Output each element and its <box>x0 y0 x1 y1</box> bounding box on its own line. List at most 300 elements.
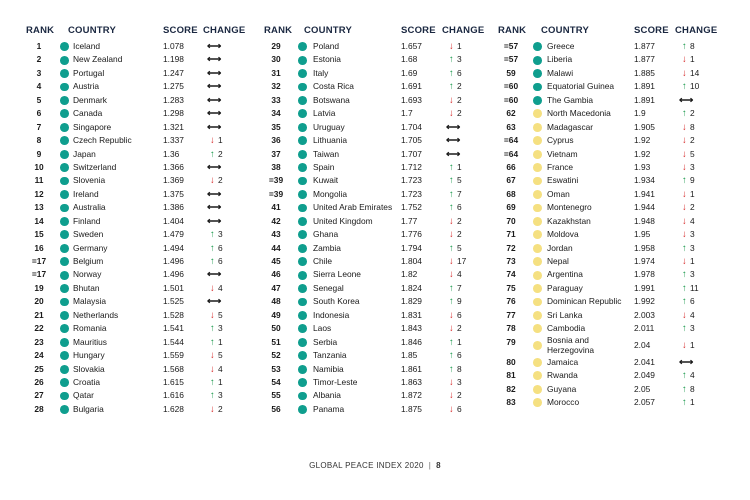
table-row <box>26 201 246 214</box>
country-cell: Portugal <box>73 67 105 78</box>
rank-cell: 34 <box>271 108 281 119</box>
table-row <box>26 268 246 281</box>
rank-cell: 74 <box>506 269 516 280</box>
change-value: 1 <box>690 339 695 350</box>
score-cell: 2.05 <box>634 383 651 394</box>
table-row <box>262 282 484 295</box>
peace-level-dot-icon <box>60 83 69 92</box>
no-change-arrow-icon: ⟷ <box>207 202 222 214</box>
score-cell: 1.958 <box>634 242 655 253</box>
peace-level-dot-icon <box>533 371 542 380</box>
no-change-arrow-icon: ⟷ <box>207 269 222 281</box>
rank-cell: 48 <box>271 296 281 307</box>
country-cell: Belgium <box>73 256 104 266</box>
rank-cell: 6 <box>36 108 42 119</box>
score-cell: 1.541 <box>163 323 184 334</box>
peace-level-dot-icon <box>533 83 542 92</box>
peace-level-dot-icon <box>60 284 69 293</box>
change-value: 1 <box>690 188 695 199</box>
country-cell: Singapore <box>73 121 112 132</box>
score-cell: 1.92 <box>634 135 651 146</box>
ranking-column-3 <box>498 22 723 409</box>
change-value: 4 <box>690 309 695 320</box>
country-cell: Hungary <box>73 350 105 361</box>
table-row <box>26 134 246 147</box>
country-cell: Rwanda <box>547 370 578 381</box>
page-number: 8 <box>436 461 441 470</box>
score-header: SCORE <box>634 25 669 36</box>
peace-level-dot-icon <box>298 271 307 280</box>
country-cell: Moldova <box>547 229 579 240</box>
change-value: 4 <box>690 215 695 226</box>
table-row <box>262 174 484 187</box>
score-cell: 1.723 <box>401 188 422 199</box>
table-row <box>262 188 484 201</box>
table-row <box>26 255 246 268</box>
peace-level-dot-icon <box>298 298 307 307</box>
peace-level-dot-icon <box>60 69 69 78</box>
down-arrow-icon: ↓ <box>682 188 687 200</box>
change-value: 8 <box>690 41 695 51</box>
rank-header: RANK <box>498 25 527 36</box>
score-cell: 1.991 <box>634 282 655 293</box>
up-arrow-icon: ↑ <box>449 67 454 79</box>
table-row <box>262 161 484 174</box>
score-cell: 1.628 <box>163 403 184 414</box>
down-arrow-icon: ↓ <box>210 309 215 321</box>
country-cell: Eswatini <box>547 175 579 186</box>
table-row <box>26 349 246 362</box>
no-change-arrow-icon: ⟷ <box>446 121 461 133</box>
change-value: 6 <box>457 67 462 78</box>
table-row <box>26 336 246 349</box>
change-value: 6 <box>457 403 462 414</box>
ranking-rows <box>498 40 723 409</box>
peace-level-dot-icon <box>533 204 542 213</box>
country-cell: Qatar <box>73 390 94 401</box>
table-row <box>498 161 723 174</box>
country-cell: Botswana <box>313 94 350 105</box>
score-cell: 1.877 <box>634 54 655 65</box>
table-row <box>262 336 484 349</box>
rank-cell: 26 <box>34 376 44 387</box>
peace-level-dot-icon <box>298 257 307 266</box>
score-cell: 1.829 <box>401 296 422 307</box>
table-row <box>498 356 723 369</box>
country-cell: Greece <box>547 41 575 51</box>
peace-level-dot-icon <box>60 257 69 266</box>
score-cell: 1.501 <box>163 282 184 293</box>
up-arrow-icon: ↑ <box>210 256 215 267</box>
score-cell: 1.82 <box>401 269 418 280</box>
country-cell: North Macedonia <box>547 108 611 119</box>
change-value: 6 <box>457 309 462 320</box>
down-arrow-icon: ↓ <box>210 403 215 415</box>
rank-cell: 42 <box>271 215 281 226</box>
no-change-arrow-icon: ⟷ <box>207 161 222 173</box>
table-row <box>498 215 723 228</box>
score-cell: 1.707 <box>401 148 422 159</box>
up-arrow-icon: ↑ <box>449 54 454 66</box>
no-change-arrow-icon: ⟷ <box>207 296 222 308</box>
score-cell: 2.003 <box>634 309 655 320</box>
table-row <box>498 107 723 120</box>
change-value: 3 <box>690 242 695 253</box>
rank-cell: 73 <box>506 256 516 266</box>
table-row <box>498 80 723 93</box>
change-value: 4 <box>690 370 695 381</box>
score-cell: 1.078 <box>163 41 184 51</box>
peace-level-dot-icon <box>60 177 69 186</box>
peace-level-dot-icon <box>533 298 542 307</box>
country-cell: Bosnia and Herzegovina <box>547 335 595 355</box>
rank-cell: =17 <box>31 269 47 280</box>
score-cell: 1.974 <box>634 256 655 266</box>
score-cell: 1.93 <box>634 161 651 172</box>
peace-level-dot-icon <box>60 392 69 401</box>
rank-cell: 1 <box>36 41 42 51</box>
rank-cell: =64 <box>503 148 519 159</box>
table-row <box>26 228 246 241</box>
table-row <box>26 322 246 335</box>
peace-level-dot-icon <box>298 96 307 105</box>
peace-level-dot-icon <box>60 311 69 320</box>
score-cell: 1.95 <box>634 229 651 240</box>
change-value: 8 <box>690 383 695 394</box>
score-cell: 1.496 <box>163 256 184 266</box>
country-cell: Uruguay <box>313 121 345 132</box>
down-arrow-icon: ↓ <box>449 256 454 267</box>
no-change-arrow-icon: ⟷ <box>207 67 222 79</box>
table-row <box>26 389 246 402</box>
up-arrow-icon: ↑ <box>449 350 454 362</box>
peace-level-dot-icon <box>60 190 69 199</box>
rank-cell: 78 <box>506 323 516 334</box>
table-row <box>498 201 723 214</box>
rank-cell: 9 <box>36 148 42 159</box>
peace-level-dot-icon <box>533 324 542 333</box>
rank-cell: 49 <box>271 309 281 320</box>
country-cell: Montenegro <box>547 202 592 213</box>
table-row <box>26 67 246 80</box>
table-row <box>498 53 723 66</box>
table-row <box>26 188 246 201</box>
country-cell: Italy <box>313 67 329 78</box>
country-cell: Sri Lanka <box>547 309 583 320</box>
rank-header: RANK <box>26 25 55 36</box>
up-arrow-icon: ↑ <box>682 41 687 52</box>
peace-level-dot-icon <box>533 177 542 186</box>
change-value: 6 <box>218 256 223 266</box>
change-value: 3 <box>690 229 695 240</box>
peace-level-dot-icon <box>60 378 69 387</box>
table-row <box>498 282 723 295</box>
table-row <box>26 80 246 93</box>
no-change-arrow-icon: ⟷ <box>207 54 222 66</box>
rank-cell: 37 <box>271 148 281 159</box>
score-cell: 1.616 <box>163 390 184 401</box>
table-row <box>262 53 484 66</box>
rank-cell: 62 <box>506 108 516 119</box>
table-row <box>26 282 246 295</box>
change-header: CHANGE <box>203 25 246 36</box>
change-value: 1 <box>690 396 695 407</box>
peace-level-dot-icon <box>533 42 542 51</box>
change-header: CHANGE <box>675 25 718 36</box>
table-row <box>26 403 246 416</box>
peace-level-dot-icon <box>298 69 307 78</box>
score-cell: 2.049 <box>634 370 655 381</box>
no-change-arrow-icon: ⟷ <box>207 108 222 120</box>
country-header: COUNTRY <box>541 25 590 36</box>
score-cell: 1.9 <box>634 108 646 119</box>
peace-level-dot-icon <box>298 365 307 374</box>
country-cell: Costa Rica <box>313 81 354 92</box>
country-cell: Japan <box>73 148 96 159</box>
change-value: 8 <box>690 121 695 132</box>
rank-cell: 20 <box>34 296 44 307</box>
country-cell: Norway <box>73 269 102 280</box>
country-cell: Denmark <box>73 94 107 105</box>
table-row <box>262 242 484 255</box>
rank-cell: 53 <box>271 363 281 374</box>
up-arrow-icon: ↑ <box>682 81 687 93</box>
up-arrow-icon: ↑ <box>210 390 215 402</box>
peace-level-dot-icon <box>298 311 307 320</box>
rank-cell: 35 <box>271 121 281 132</box>
change-value: 3 <box>690 161 695 172</box>
down-arrow-icon: ↓ <box>682 54 687 66</box>
country-cell: United Arab Emirates <box>313 202 393 213</box>
no-change-arrow-icon: ⟷ <box>446 148 461 160</box>
peace-level-dot-icon <box>298 324 307 333</box>
up-arrow-icon: ↑ <box>210 323 215 335</box>
rank-cell: 4 <box>36 81 42 92</box>
country-cell: Lithuania <box>313 135 347 146</box>
peace-level-dot-icon <box>298 378 307 387</box>
table-row <box>26 53 246 66</box>
change-value: 1 <box>690 54 695 65</box>
peace-level-dot-icon <box>533 69 542 78</box>
country-cell: Latvia <box>313 108 336 119</box>
change-value: 5 <box>457 242 462 253</box>
change-value: 4 <box>218 282 223 293</box>
down-arrow-icon: ↓ <box>682 202 687 214</box>
column-header <box>262 22 484 40</box>
score-cell: 1.794 <box>401 242 422 253</box>
down-arrow-icon: ↓ <box>682 135 687 147</box>
down-arrow-icon: ↓ <box>449 269 454 281</box>
up-arrow-icon: ↑ <box>682 323 687 335</box>
up-arrow-icon: ↑ <box>449 175 454 187</box>
country-cell: Dominican Republic <box>547 296 622 307</box>
down-arrow-icon: ↓ <box>682 67 687 79</box>
country-cell: Romania <box>73 323 107 334</box>
table-row <box>262 228 484 241</box>
up-arrow-icon: ↑ <box>449 161 454 173</box>
ranking-column-1 <box>26 22 246 416</box>
country-cell: Equatorial Guinea <box>547 81 615 92</box>
change-value: 14 <box>690 67 700 78</box>
rank-cell: 15 <box>34 229 44 240</box>
score-cell: 1.77 <box>401 215 418 226</box>
country-cell: Cyprus <box>547 135 574 146</box>
score-cell: 1.831 <box>401 309 422 320</box>
country-cell: Morocco <box>547 396 580 407</box>
table-row <box>262 148 484 161</box>
change-value: 2 <box>457 215 462 226</box>
score-cell: 1.875 <box>401 403 422 414</box>
table-row <box>498 174 723 187</box>
change-value: 1 <box>218 376 223 387</box>
table-row <box>26 295 246 308</box>
up-arrow-icon: ↑ <box>210 336 215 348</box>
score-cell: 1.978 <box>634 269 655 280</box>
rank-cell: 5 <box>36 94 42 105</box>
no-change-arrow-icon: ⟷ <box>679 356 694 368</box>
no-change-arrow-icon: ⟷ <box>679 94 694 106</box>
up-arrow-icon: ↑ <box>449 81 454 93</box>
table-row <box>26 174 246 187</box>
change-value: 5 <box>690 148 695 159</box>
column-header <box>498 22 723 40</box>
change-value: 2 <box>690 108 695 119</box>
rank-cell: 3 <box>36 67 42 78</box>
up-arrow-icon: ↑ <box>449 282 454 294</box>
country-cell: United Kingdom <box>313 215 373 226</box>
country-cell: Kuwait <box>313 175 339 186</box>
country-cell: Timor-Leste <box>313 376 358 387</box>
change-header: CHANGE <box>442 25 485 36</box>
table-row <box>498 309 723 322</box>
up-arrow-icon: ↑ <box>682 108 687 120</box>
peace-level-dot-icon <box>533 96 542 105</box>
peace-level-dot-icon <box>60 150 69 159</box>
country-cell: Canada <box>73 108 103 119</box>
rank-cell: 16 <box>34 242 44 253</box>
peace-level-dot-icon <box>533 136 542 145</box>
peace-level-dot-icon <box>298 56 307 65</box>
rank-cell: 81 <box>506 370 516 381</box>
country-cell: Nepal <box>547 256 569 266</box>
table-row <box>498 134 723 147</box>
peace-level-dot-icon <box>60 136 69 145</box>
table-row <box>262 268 484 281</box>
score-cell: 1.712 <box>401 161 422 172</box>
change-value: 2 <box>457 390 462 401</box>
country-cell: Oman <box>547 188 570 199</box>
rank-cell: 66 <box>506 161 516 172</box>
rank-cell: 82 <box>506 383 516 394</box>
country-cell: Namibia <box>313 363 344 374</box>
down-arrow-icon: ↓ <box>682 148 687 160</box>
rank-cell: 44 <box>271 242 281 253</box>
change-value: 2 <box>457 94 462 105</box>
score-cell: 1.944 <box>634 202 655 213</box>
score-cell: 2.011 <box>634 323 655 334</box>
country-cell: Indonesia <box>313 309 350 320</box>
up-arrow-icon: ↑ <box>682 282 687 294</box>
no-change-arrow-icon: ⟷ <box>207 121 222 133</box>
score-header: SCORE <box>163 25 198 36</box>
country-cell: Laos <box>313 323 332 334</box>
table-row <box>262 121 484 134</box>
change-value: 2 <box>218 403 223 414</box>
column-header <box>26 22 246 40</box>
down-arrow-icon: ↓ <box>210 350 215 362</box>
peace-level-dot-icon <box>298 150 307 159</box>
table-row <box>498 228 723 241</box>
rank-cell: 69 <box>506 202 516 213</box>
rank-cell: =39 <box>268 188 284 199</box>
rank-cell: 63 <box>506 121 516 132</box>
score-cell: 1.891 <box>634 94 655 105</box>
table-row <box>262 134 484 147</box>
rank-cell: 14 <box>34 215 44 226</box>
country-cell: Switzerland <box>73 161 117 172</box>
peace-level-dot-icon <box>60 338 69 347</box>
down-arrow-icon: ↓ <box>449 323 454 335</box>
no-change-arrow-icon: ⟷ <box>207 188 222 200</box>
rank-cell: 83 <box>506 396 516 407</box>
country-cell: Germany <box>73 242 108 253</box>
score-cell: 1.891 <box>634 81 655 92</box>
score-cell: 1.877 <box>634 41 655 51</box>
rank-cell: 33 <box>271 94 281 105</box>
down-arrow-icon: ↓ <box>210 135 215 147</box>
country-cell: Jamaica <box>547 356 579 367</box>
up-arrow-icon: ↑ <box>682 269 687 281</box>
country-cell: Spain <box>313 161 335 172</box>
score-cell: 1.92 <box>634 148 651 159</box>
country-cell: Czech Republic <box>73 135 132 146</box>
change-value: 7 <box>457 282 462 293</box>
change-value: 2 <box>457 323 462 334</box>
country-cell: Jordan <box>547 242 573 253</box>
change-value: 1 <box>457 336 462 347</box>
score-cell: 1.693 <box>401 94 422 105</box>
country-cell: Paraguay <box>547 282 583 293</box>
table-row <box>26 242 246 255</box>
table-row <box>262 40 484 53</box>
peace-level-dot-icon <box>533 341 542 350</box>
down-arrow-icon: ↓ <box>449 390 454 402</box>
peace-level-dot-icon <box>298 230 307 239</box>
rank-cell: 80 <box>506 356 516 367</box>
score-cell: 1.843 <box>401 323 422 334</box>
change-value: 1 <box>218 135 223 146</box>
rank-cell: 46 <box>271 269 281 280</box>
score-cell: 1.298 <box>163 108 184 119</box>
rank-cell: 11 <box>34 175 44 186</box>
rank-cell: 59 <box>506 67 516 78</box>
peace-level-dot-icon <box>533 284 542 293</box>
country-cell: Slovenia <box>73 175 106 186</box>
country-cell: Senegal <box>313 282 344 293</box>
down-arrow-icon: ↓ <box>449 309 454 321</box>
country-cell: Estonia <box>313 54 341 65</box>
table-row <box>262 376 484 389</box>
rank-cell: =39 <box>268 175 284 186</box>
country-cell: Panama <box>313 403 345 414</box>
change-value: 6 <box>690 296 695 307</box>
up-arrow-icon: ↑ <box>682 370 687 382</box>
country-cell: Argentina <box>547 269 583 280</box>
change-value: 6 <box>457 202 462 213</box>
table-row <box>262 403 484 416</box>
rank-cell: 68 <box>506 188 516 199</box>
peace-level-dot-icon <box>533 150 542 159</box>
